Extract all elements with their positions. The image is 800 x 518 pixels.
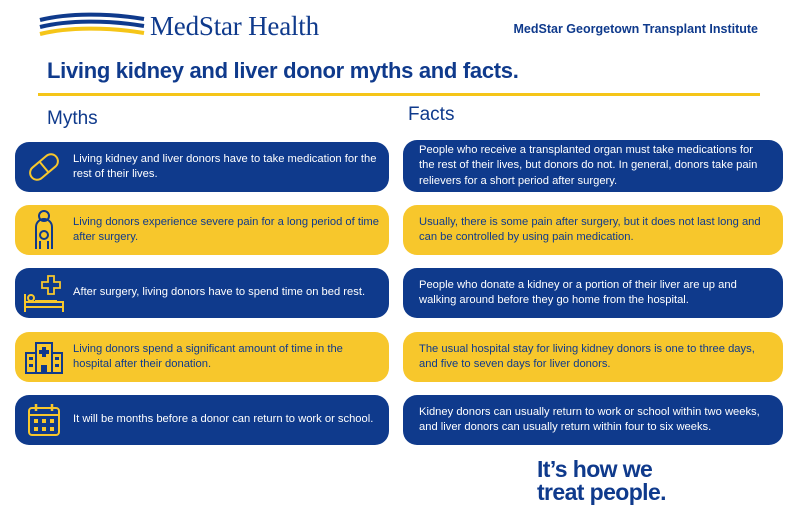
hospital-building-icon (15, 334, 73, 380)
pill-icon (15, 144, 73, 190)
person-pain-icon (15, 207, 73, 253)
myth-text: After surgery, living donors have to spend time on bed rest. (73, 286, 366, 299)
myth-text: Living donors experience severe pain for a long period of time after surgery. (73, 215, 379, 243)
myth-card (15, 395, 389, 445)
brand-name: MedStar Health (150, 10, 319, 41)
institute-name: MedStar Georgetown Transplant Institute (513, 22, 758, 36)
title-divider (38, 93, 760, 96)
fact-text: Usually, there is some pain after surgery, but it does not last long and can be controlled by using pain medication. (419, 215, 761, 243)
hospital-bed-icon (15, 270, 73, 316)
fact-text: People who receive a transplanted organ must take medications for the rest of their lives, but donors do not. In general, donors take pain relievers for a short period after surgery. (419, 143, 758, 187)
myth-card (15, 205, 389, 255)
calendar-icon (15, 397, 73, 443)
fact-card (403, 268, 783, 318)
myth-text: Living donors spend a significant amount of time in the hospital after their donation. (73, 342, 343, 370)
myth-text: Living kidney and liver donors have to take medication for the rest of their lives. (73, 152, 377, 180)
fact-card (403, 395, 783, 445)
myth-card (15, 332, 389, 382)
fact-text: Kidney donors can usually return to work or school within two weeks, and liver donors can usually return within four to six weeks. (419, 405, 760, 433)
myth-text: It will be months before a donor can return to work or school. (73, 413, 374, 426)
fact-text: People who donate a kidney or a portion of their liver are up and walking around before they go home from the hospital. (419, 278, 737, 306)
tagline-line-1: It’s how we (537, 456, 653, 482)
fact-card (403, 140, 783, 192)
myth-card (15, 142, 389, 192)
tagline (537, 458, 666, 504)
myth-card (15, 268, 389, 318)
medstar-logo-mark-icon (38, 11, 146, 41)
myths-heading: Myths (47, 108, 98, 129)
fact-card (403, 332, 783, 382)
page-title: Living kidney and liver donor myths and facts. (47, 58, 519, 83)
tagline-line-2: treat people. (537, 479, 666, 505)
fact-card (403, 205, 783, 255)
fact-text: The usual hospital stay for living kidney donors is one to three days, and five to seven days for liver donors. (419, 342, 755, 370)
header (0, 0, 800, 50)
medstar-logo[interactable] (38, 8, 319, 44)
facts-heading: Facts (408, 104, 455, 125)
